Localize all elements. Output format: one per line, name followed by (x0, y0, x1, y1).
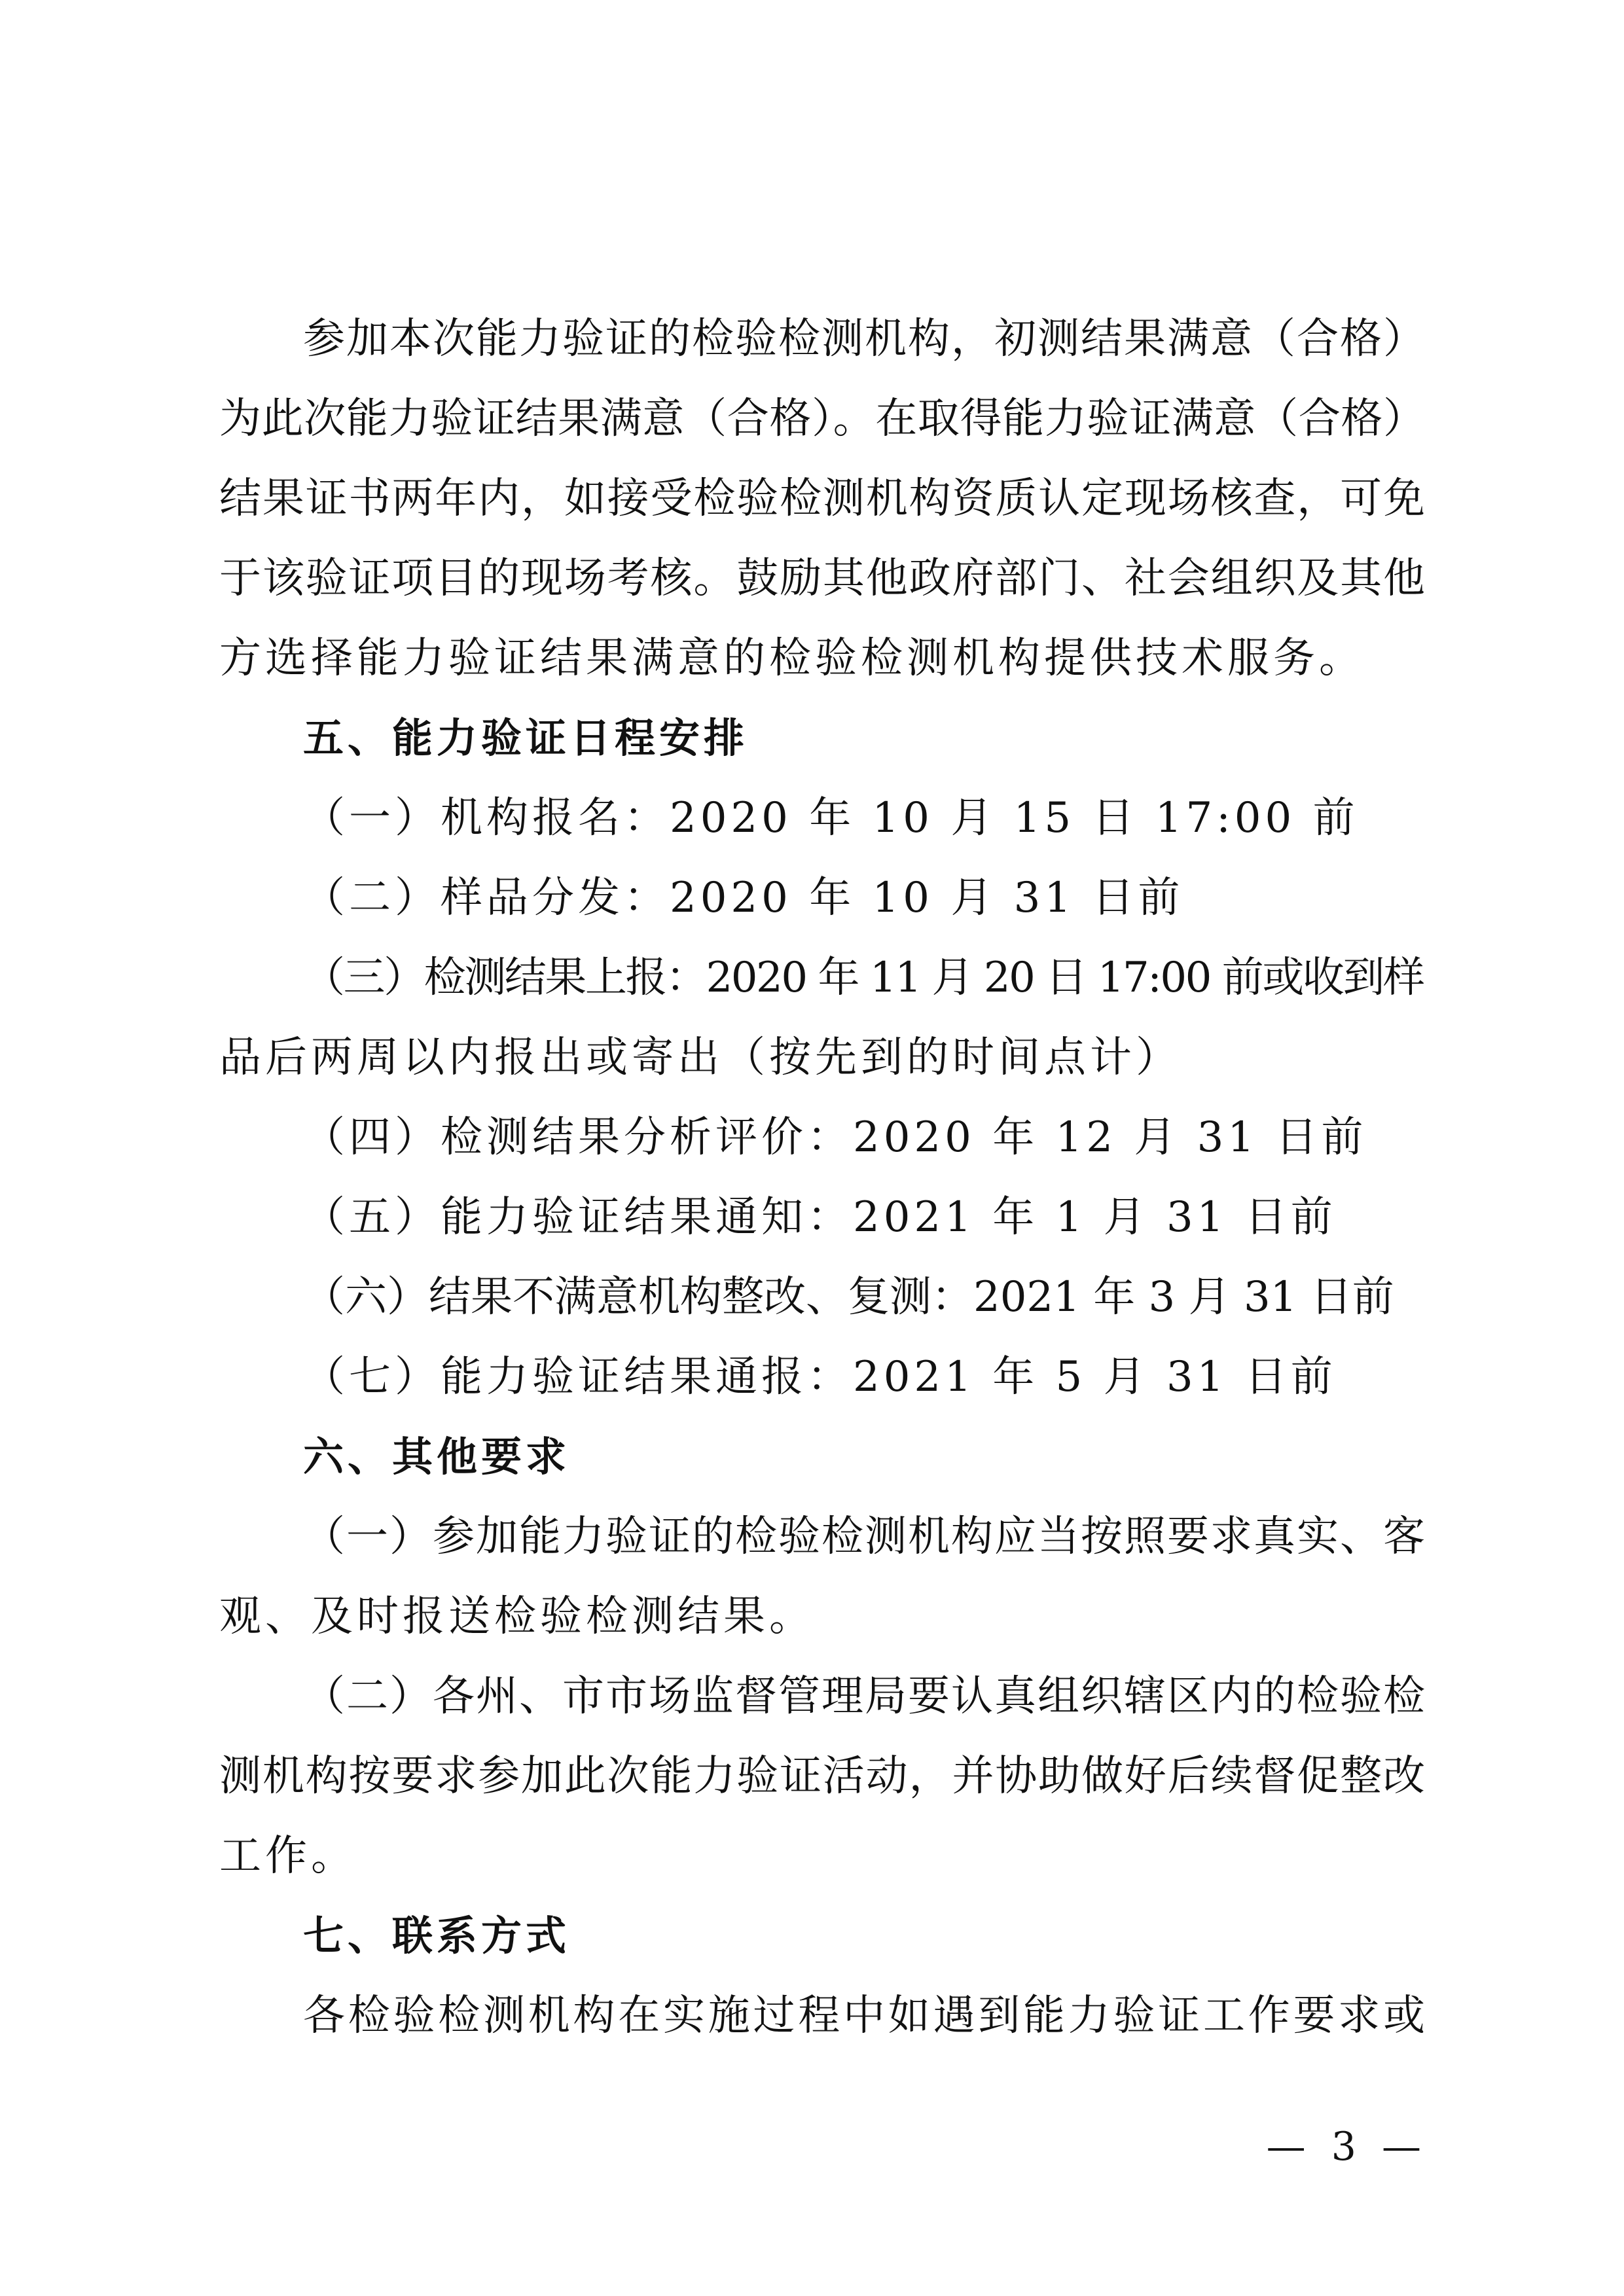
paragraph-line: 为此次能力验证结果满意（合格）。在取得能力验证满意（合格） (219, 395, 1426, 443)
schedule-item-3-cont: 品后两周以内报出或寄出（按先到的时间点计） (219, 1033, 1182, 1082)
requirement-2-cont: 测机构按要求参加此次能力验证活动，并协助做好后续督促整改 (219, 1752, 1426, 1801)
paragraph-line: 于该验证项目的现场考核。鼓励其他政府部门、社会组织及其他 (219, 554, 1426, 603)
section-heading-6: 六、其他要求 (303, 1433, 571, 1480)
schedule-item-1: （一）机构报名：2020 年 10 月 15 日 17:00 前 (303, 794, 1359, 842)
paragraph-line: 方选择能力验证结果满意的检验检测机构提供技术服务。 (219, 634, 1365, 683)
requirement-2-cont: 工作。 (219, 1832, 357, 1880)
requirement-1-cont: 观、及时报送检验检测结果。 (219, 1592, 815, 1641)
section-heading-5: 五、能力验证日程安排 (303, 714, 749, 762)
schedule-item-7: （七）能力验证结果通报：2021 年 5 月 31 日前 (303, 1353, 1337, 1401)
requirement-2: （二）各州、市市场监督管理局要认真组织辖区内的检验检 (303, 1672, 1426, 1721)
requirement-1: （一）参加能力验证的检验检测机构应当按照要求真实、客 (303, 1513, 1426, 1561)
schedule-item-6: （六）结果不满意机构整改、复测：2021 年 3 月 31 日前 (303, 1273, 1394, 1321)
schedule-item-3: （三）检测结果上报：2020 年 11 月 20 日 17:00 前或收到样 (303, 954, 1424, 1002)
schedule-item-5: （五）能力验证结果通知：2021 年 1 月 31 日前 (303, 1193, 1337, 1242)
paragraph-line: 结果证书两年内，如接受检验检测机构资质认定现场核查，可免 (219, 475, 1426, 523)
section-heading-7: 七、联系方式 (303, 1912, 571, 1960)
page-number: — 3 — (1266, 2124, 1428, 2170)
paragraph-line: 参加本次能力验证的检验检测机构，初测结果满意（合格） (303, 315, 1426, 363)
schedule-item-4: （四）检测结果分析评价：2020 年 12 月 31 日前 (303, 1113, 1367, 1162)
contact-paragraph: 各检验检测机构在实施过程中如遇到能力验证工作要求或 (303, 1992, 1428, 2040)
schedule-item-2: （二）样品分发：2020 年 10 月 31 日前 (303, 874, 1184, 922)
